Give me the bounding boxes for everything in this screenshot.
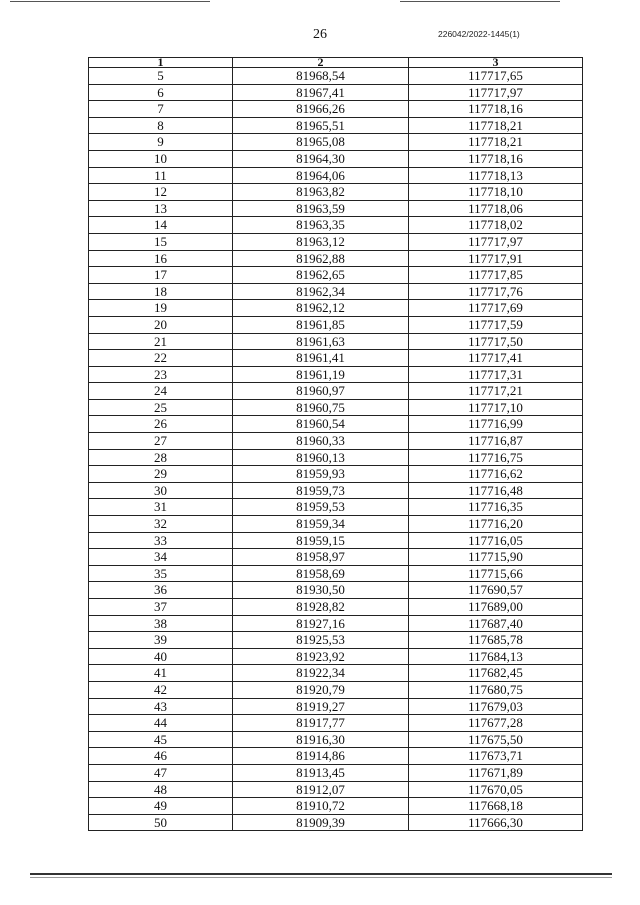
coordinates-table	[88, 57, 583, 831]
point-number-cell: 17	[89, 267, 233, 284]
point-number-cell: 29	[89, 466, 233, 483]
page-number: 26	[313, 27, 327, 42]
table-row	[89, 516, 583, 533]
x-coordinate-cell: 81958,69	[233, 565, 409, 582]
table-row	[89, 648, 583, 665]
x-coordinate-cell: 81960,75	[233, 399, 409, 416]
point-number-cell: 30	[89, 482, 233, 499]
y-coordinate-cell: 117685,78	[409, 632, 583, 649]
x-coordinate-cell: 81964,30	[233, 150, 409, 167]
y-coordinate-cell: 117715,66	[409, 565, 583, 582]
table-row	[89, 698, 583, 715]
x-coordinate-cell: 81909,39	[233, 814, 409, 831]
y-coordinate-cell: 117679,03	[409, 698, 583, 715]
table-row	[89, 167, 583, 184]
y-coordinate-cell: 117717,21	[409, 383, 583, 400]
x-coordinate-cell: 81965,08	[233, 134, 409, 151]
y-coordinate-cell: 117718,06	[409, 200, 583, 217]
y-coordinate-cell: 117718,02	[409, 217, 583, 234]
point-number-cell: 31	[89, 499, 233, 516]
x-coordinate-cell: 81965,51	[233, 117, 409, 134]
table-row	[89, 731, 583, 748]
point-number-cell: 21	[89, 333, 233, 350]
x-coordinate-cell: 81963,82	[233, 184, 409, 201]
x-coordinate-cell: 81916,30	[233, 731, 409, 748]
y-coordinate-cell: 117716,35	[409, 499, 583, 516]
y-coordinate-cell: 117717,31	[409, 366, 583, 383]
point-number-cell: 22	[89, 350, 233, 367]
table-row	[89, 599, 583, 616]
x-coordinate-cell: 81927,16	[233, 615, 409, 632]
y-coordinate-cell: 117717,59	[409, 316, 583, 333]
table-row	[89, 217, 583, 234]
point-number-cell: 49	[89, 798, 233, 815]
table-row	[89, 798, 583, 815]
x-coordinate-cell: 81963,59	[233, 200, 409, 217]
point-number-cell: 40	[89, 648, 233, 665]
point-number-cell: 36	[89, 582, 233, 599]
point-number-cell: 27	[89, 433, 233, 450]
x-coordinate-cell: 81959,53	[233, 499, 409, 516]
y-coordinate-cell: 117675,50	[409, 731, 583, 748]
point-number-cell: 9	[89, 134, 233, 151]
x-coordinate-cell: 81928,82	[233, 599, 409, 616]
table-row	[89, 582, 583, 599]
point-number-cell: 46	[89, 748, 233, 765]
table-row	[89, 366, 583, 383]
x-coordinate-cell: 81919,27	[233, 698, 409, 715]
x-coordinate-cell: 81967,41	[233, 84, 409, 101]
table-row	[89, 333, 583, 350]
y-coordinate-cell: 117718,10	[409, 184, 583, 201]
y-coordinate-cell: 117717,76	[409, 283, 583, 300]
point-number-cell: 8	[89, 117, 233, 134]
y-coordinate-cell: 117668,18	[409, 798, 583, 815]
x-coordinate-cell: 81917,77	[233, 715, 409, 732]
y-coordinate-cell: 117717,97	[409, 233, 583, 250]
table-row	[89, 499, 583, 516]
x-coordinate-cell: 81960,54	[233, 416, 409, 433]
y-coordinate-cell: 117717,10	[409, 399, 583, 416]
y-coordinate-cell: 117666,30	[409, 814, 583, 831]
point-number-cell: 38	[89, 615, 233, 632]
point-number-cell: 41	[89, 665, 233, 682]
point-number-cell: 5	[89, 68, 233, 85]
point-number-cell: 50	[89, 814, 233, 831]
x-coordinate-cell: 81964,06	[233, 167, 409, 184]
point-number-cell: 32	[89, 516, 233, 533]
table-row	[89, 482, 583, 499]
point-number-cell: 23	[89, 366, 233, 383]
column-header: 3	[409, 58, 583, 68]
y-coordinate-cell: 117717,69	[409, 300, 583, 317]
x-coordinate-cell: 81930,50	[233, 582, 409, 599]
table-row	[89, 233, 583, 250]
x-coordinate-cell: 81960,13	[233, 449, 409, 466]
table-row	[89, 449, 583, 466]
y-coordinate-cell: 117717,91	[409, 250, 583, 267]
point-number-cell: 35	[89, 565, 233, 582]
table-header-row	[89, 58, 583, 68]
table-row	[89, 383, 583, 400]
column-header: 1	[89, 58, 233, 68]
point-number-cell: 45	[89, 731, 233, 748]
point-number-cell: 33	[89, 532, 233, 549]
x-coordinate-cell: 81959,93	[233, 466, 409, 483]
y-coordinate-cell: 117717,97	[409, 84, 583, 101]
x-coordinate-cell: 81958,97	[233, 549, 409, 566]
x-coordinate-cell: 81966,26	[233, 101, 409, 118]
point-number-cell: 42	[89, 681, 233, 698]
y-coordinate-cell: 117687,40	[409, 615, 583, 632]
table-row	[89, 68, 583, 85]
y-coordinate-cell: 117690,57	[409, 582, 583, 599]
x-coordinate-cell: 81959,73	[233, 482, 409, 499]
point-number-cell: 15	[89, 233, 233, 250]
x-coordinate-cell: 81960,97	[233, 383, 409, 400]
x-coordinate-cell: 81922,34	[233, 665, 409, 682]
x-coordinate-cell: 81913,45	[233, 764, 409, 781]
point-number-cell: 37	[89, 599, 233, 616]
table-row	[89, 615, 583, 632]
point-number-cell: 24	[89, 383, 233, 400]
x-coordinate-cell: 81961,63	[233, 333, 409, 350]
point-number-cell: 14	[89, 217, 233, 234]
table-row	[89, 250, 583, 267]
y-coordinate-cell: 117716,62	[409, 466, 583, 483]
y-coordinate-cell: 117717,65	[409, 68, 583, 85]
x-coordinate-cell: 81923,92	[233, 648, 409, 665]
point-number-cell: 47	[89, 764, 233, 781]
table-row	[89, 764, 583, 781]
point-number-cell: 39	[89, 632, 233, 649]
y-coordinate-cell: 117717,85	[409, 267, 583, 284]
table-row	[89, 549, 583, 566]
point-number-cell: 10	[89, 150, 233, 167]
point-number-cell: 48	[89, 781, 233, 798]
y-coordinate-cell: 117682,45	[409, 665, 583, 682]
y-coordinate-cell: 117684,13	[409, 648, 583, 665]
footer-rule	[30, 873, 612, 875]
x-coordinate-cell: 81962,12	[233, 300, 409, 317]
table-row	[89, 632, 583, 649]
table-row	[89, 134, 583, 151]
table-row	[89, 715, 583, 732]
table-row	[89, 665, 583, 682]
x-coordinate-cell: 81912,07	[233, 781, 409, 798]
table-row	[89, 117, 583, 134]
x-coordinate-cell: 81962,34	[233, 283, 409, 300]
y-coordinate-cell: 117677,28	[409, 715, 583, 732]
point-number-cell: 16	[89, 250, 233, 267]
point-number-cell: 28	[89, 449, 233, 466]
y-coordinate-cell: 117670,05	[409, 781, 583, 798]
point-number-cell: 11	[89, 167, 233, 184]
table-row	[89, 565, 583, 582]
table-row	[89, 150, 583, 167]
table-row	[89, 433, 583, 450]
y-coordinate-cell: 117716,75	[409, 449, 583, 466]
y-coordinate-cell: 117717,41	[409, 350, 583, 367]
y-coordinate-cell: 117718,21	[409, 117, 583, 134]
table-row	[89, 399, 583, 416]
column-header: 2	[233, 58, 409, 68]
point-number-cell: 18	[89, 283, 233, 300]
point-number-cell: 44	[89, 715, 233, 732]
x-coordinate-cell: 81961,85	[233, 316, 409, 333]
y-coordinate-cell: 117716,20	[409, 516, 583, 533]
x-coordinate-cell: 81959,34	[233, 516, 409, 533]
y-coordinate-cell: 117715,90	[409, 549, 583, 566]
table-row	[89, 781, 583, 798]
x-coordinate-cell: 81910,72	[233, 798, 409, 815]
table-row	[89, 283, 583, 300]
point-number-cell: 13	[89, 200, 233, 217]
table-row	[89, 416, 583, 433]
y-coordinate-cell: 117717,50	[409, 333, 583, 350]
y-coordinate-cell: 117718,16	[409, 101, 583, 118]
x-coordinate-cell: 81962,65	[233, 267, 409, 284]
y-coordinate-cell: 117671,89	[409, 764, 583, 781]
x-coordinate-cell: 81962,88	[233, 250, 409, 267]
table-row	[89, 101, 583, 118]
y-coordinate-cell: 117680,75	[409, 681, 583, 698]
point-number-cell: 43	[89, 698, 233, 715]
table-row	[89, 532, 583, 549]
y-coordinate-cell: 117718,13	[409, 167, 583, 184]
y-coordinate-cell: 117718,21	[409, 134, 583, 151]
table-row	[89, 814, 583, 831]
x-coordinate-cell: 81963,35	[233, 217, 409, 234]
top-rule-left	[10, 1, 210, 2]
point-number-cell: 34	[89, 549, 233, 566]
table-row	[89, 267, 583, 284]
top-rule-right	[400, 1, 560, 2]
table-row	[89, 84, 583, 101]
x-coordinate-cell: 81920,79	[233, 681, 409, 698]
y-coordinate-cell: 117716,48	[409, 482, 583, 499]
point-number-cell: 12	[89, 184, 233, 201]
x-coordinate-cell: 81963,12	[233, 233, 409, 250]
x-coordinate-cell: 81959,15	[233, 532, 409, 549]
y-coordinate-cell: 117716,87	[409, 433, 583, 450]
y-coordinate-cell: 117716,99	[409, 416, 583, 433]
point-number-cell: 26	[89, 416, 233, 433]
x-coordinate-cell: 81914,86	[233, 748, 409, 765]
point-number-cell: 25	[89, 399, 233, 416]
table-row	[89, 748, 583, 765]
table-row	[89, 200, 583, 217]
x-coordinate-cell: 81925,53	[233, 632, 409, 649]
y-coordinate-cell: 117718,16	[409, 150, 583, 167]
document-reference: 226042/2022-1445(1)	[438, 29, 520, 39]
table-body	[89, 68, 583, 831]
point-number-cell: 19	[89, 300, 233, 317]
table-row	[89, 184, 583, 201]
y-coordinate-cell: 117689,00	[409, 599, 583, 616]
x-coordinate-cell: 81968,54	[233, 68, 409, 85]
table-row	[89, 300, 583, 317]
y-coordinate-cell: 117673,71	[409, 748, 583, 765]
y-coordinate-cell: 117716,05	[409, 532, 583, 549]
x-coordinate-cell: 81961,19	[233, 366, 409, 383]
table-row	[89, 316, 583, 333]
table-row	[89, 681, 583, 698]
table-row	[89, 350, 583, 367]
table-row	[89, 466, 583, 483]
point-number-cell: 7	[89, 101, 233, 118]
x-coordinate-cell: 81961,41	[233, 350, 409, 367]
point-number-cell: 6	[89, 84, 233, 101]
footer-rule-thin	[30, 877, 612, 878]
point-number-cell: 20	[89, 316, 233, 333]
x-coordinate-cell: 81960,33	[233, 433, 409, 450]
